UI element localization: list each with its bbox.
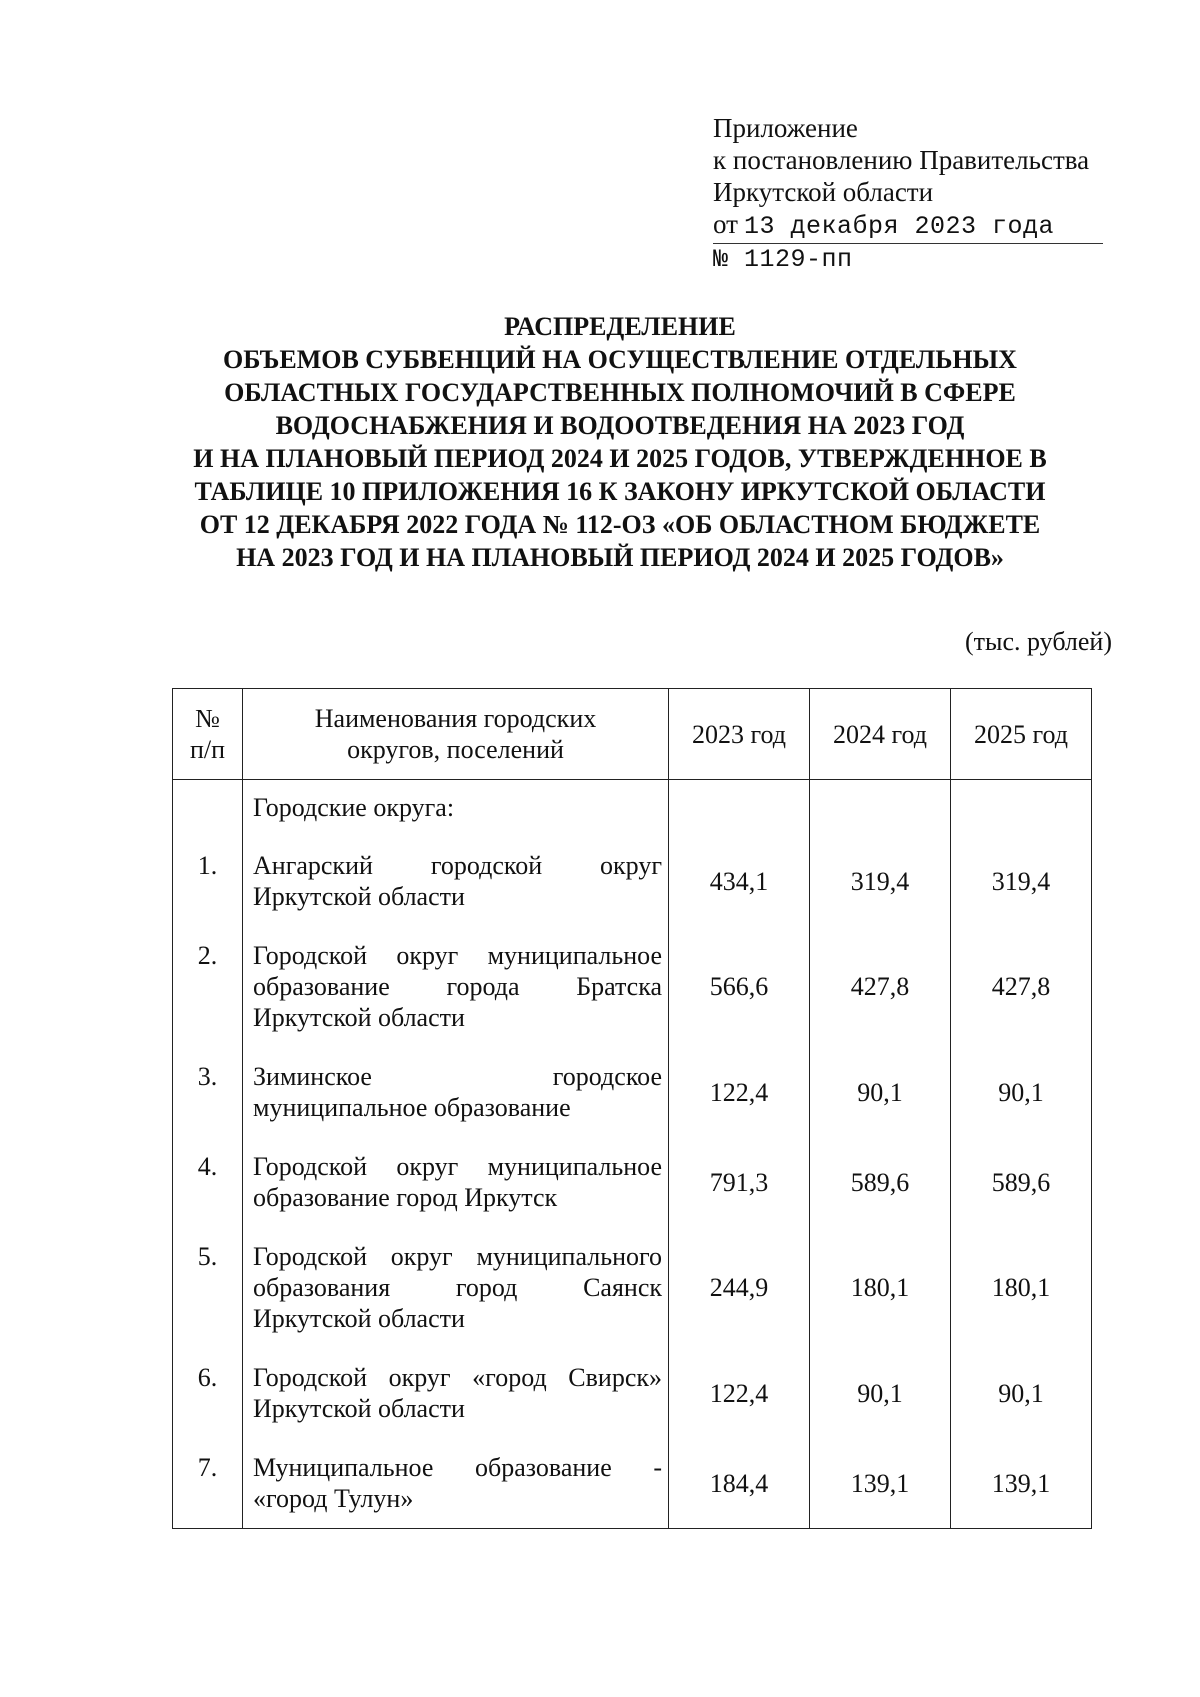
appendix-resolution-line: к постановлению Правительства <box>713 145 1090 175</box>
value-2023: 122,4 <box>669 1047 810 1137</box>
header-name <box>243 689 669 780</box>
header-number-sign: № <box>195 704 220 733</box>
title-line: И НА ПЛАНОВЫЙ ПЕРИОД 2024 И 2025 ГОДОВ, УТВЕРЖДЕННОЕ В <box>193 444 1047 473</box>
value-2023: 434,1 <box>669 836 810 926</box>
row-name-text: Городской округ муниципальное образование города Братска <box>253 941 662 1001</box>
table-header-row <box>173 689 1092 780</box>
row-number: 2. <box>173 926 243 1047</box>
row-name-text: Городской округ муниципального образования город Саянск <box>253 1242 662 1302</box>
header-2024: 2024 год <box>810 689 951 780</box>
header-name-label: Наименования городских округов, поселений <box>314 704 597 764</box>
value-2024: 180,1 <box>810 1227 951 1348</box>
header-2023: 2023 год <box>669 689 810 780</box>
value-2024: 90,1 <box>810 1348 951 1438</box>
header-number-label: п/п <box>189 735 226 764</box>
row-name-last: Иркутской области <box>253 882 465 911</box>
header-number <box>173 689 243 780</box>
value-2023: 122,4 <box>669 1348 810 1438</box>
value-2025: 589,6 <box>951 1137 1092 1227</box>
value-2023: 184,4 <box>669 1438 810 1529</box>
row-number: 3. <box>173 1047 243 1137</box>
value-2024: 319,4 <box>810 836 951 926</box>
value-2024: 90,1 <box>810 1047 951 1137</box>
value-2024: 589,6 <box>810 1137 951 1227</box>
title-line: ОТ 12 ДЕКАБРЯ 2022 ГОДА № 112-ОЗ «ОБ ОБЛАСТНОМ БЮДЖЕТЕ <box>199 510 1041 539</box>
value-2025: 139,1 <box>951 1438 1092 1529</box>
table-row <box>173 1137 1092 1227</box>
value-2023: 566,6 <box>669 926 810 1047</box>
appendix-heading: Приложение <box>713 113 858 143</box>
value-2024: 427,8 <box>810 926 951 1047</box>
units-note: (тыс. рублей) <box>964 627 1112 656</box>
row-name-last: Иркутской области <box>253 1304 465 1333</box>
row-name <box>243 836 669 926</box>
group-label: Городские округа: <box>243 780 669 837</box>
table-row <box>173 1348 1092 1438</box>
table-row <box>173 1047 1092 1137</box>
value-2025: 180,1 <box>951 1227 1092 1348</box>
value-2025: 90,1 <box>951 1348 1092 1438</box>
row-name-last: «город Тулун» <box>253 1484 414 1513</box>
row-name-text: Городской округ муниципальное <box>253 1152 662 1181</box>
row-name-text: Ангарский городской округ <box>253 851 662 880</box>
row-name-text: Зиминское городское <box>253 1062 662 1091</box>
document-title <box>120 310 1120 574</box>
row-name <box>243 1227 669 1348</box>
title-line: РАСПРЕДЕЛЕНИЕ <box>504 312 736 341</box>
table-row <box>173 926 1092 1047</box>
table-row <box>173 836 1092 926</box>
row-name-text: Муниципальное образование - <box>253 1453 662 1482</box>
row-name-last: Иркутской области <box>253 1003 465 1032</box>
value-2023: 244,9 <box>669 1227 810 1348</box>
title-line: ТАБЛИЦЕ 10 ПРИЛОЖЕНИЯ 16 К ЗАКОНУ ИРКУТСКОЙ ОБЛАСТИ <box>194 477 1046 506</box>
row-number: 1. <box>173 836 243 926</box>
resolution-number: № 1129-пп <box>713 245 853 274</box>
row-name-last: Иркутской области <box>253 1394 465 1423</box>
appendix-date-line <box>713 208 1103 244</box>
subvention-table <box>172 688 1092 1529</box>
row-name-last: образование город Иркутск <box>253 1183 558 1212</box>
title-line: ОБЛАСТНЫХ ГОСУДАРСТВЕННЫХ ПОЛНОМОЧИЙ В СФЕРЕ <box>224 378 1016 407</box>
appendix-block <box>713 112 1113 276</box>
row-number: 5. <box>173 1227 243 1348</box>
row-number: 4. <box>173 1137 243 1227</box>
row-name <box>243 926 669 1047</box>
value-2025: 90,1 <box>951 1047 1092 1137</box>
value-2025: 427,8 <box>951 926 1092 1047</box>
resolution-date: 13 декабря 2023 года <box>743 212 1055 241</box>
title-line: ВОДОСНАБЖЕНИЯ И ВОДООТВЕДЕНИЯ НА 2023 ГОД <box>275 411 965 440</box>
row-name <box>243 1438 669 1529</box>
row-number: 7. <box>173 1438 243 1529</box>
row-name-last: муниципальное образование <box>253 1093 571 1122</box>
header-2025: 2025 год <box>951 689 1092 780</box>
title-line: ОБЪЕМОВ СУБВЕНЦИЙ НА ОСУЩЕСТВЛЕНИЕ ОТДЕЛЬНЫХ <box>223 345 1017 374</box>
value-2025: 319,4 <box>951 836 1092 926</box>
row-name-text: Городской округ «город Свирск» <box>253 1363 662 1392</box>
table-row <box>173 1227 1092 1348</box>
row-name <box>243 1047 669 1137</box>
table-row <box>173 1438 1092 1529</box>
table-group-row <box>173 780 1092 837</box>
appendix-region-line: Иркутской области <box>713 177 934 207</box>
value-2023: 791,3 <box>669 1137 810 1227</box>
row-name <box>243 1348 669 1438</box>
row-number: 6. <box>173 1348 243 1438</box>
row-name <box>243 1137 669 1227</box>
value-2024: 139,1 <box>810 1438 951 1529</box>
date-prefix: от <box>713 209 738 239</box>
title-line: НА 2023 ГОД И НА ПЛАНОВЫЙ ПЕРИОД 2024 И 2025 ГОДОВ» <box>236 543 1004 572</box>
